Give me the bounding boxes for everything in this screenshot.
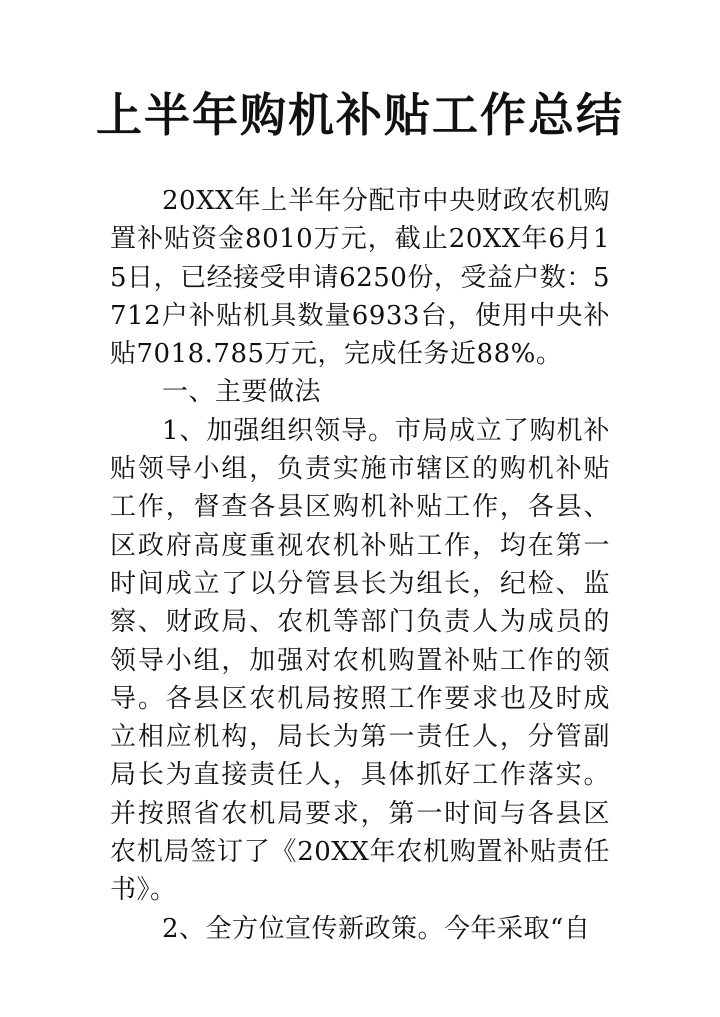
section-heading-main-practices: 一、主要做法 <box>162 377 322 408</box>
paragraph-summary: 20XX年上半年分配市中央财政农机购置补贴资金8010万元，截止20XX年6月15日，已经接受申请6250份，受益户数：5712户补贴机具数量6933台，使用中央补贴7018.785万元，完成任务近88%。 <box>110 186 610 370</box>
paragraph-policy-publicity: 2、全方位宣传新政策。今年采取“自 <box>162 913 591 944</box>
paragraph-organization-leadership: 1、加强组织领导。市局成立了购机补贴领导小组，负责实施市辖区的购机补贴工作，督查各县区购机补贴工作，各县、区政府高度重视农机补贴工作，均在第一时间成立了以分管县长为组长，纪检、监察、财政局、农机等部门负责人为成员的领导小组，加强对农机购置补贴工作的领导。各县区农机局按照工作要求也及时成立相应机构，局长为第一责任人，分管副局长为直接责任人，具体抓好工作落实。并按照省农机局要求，第一时间与各县区农机局签订了《20XX年农机购置补贴责任书》。 <box>110 415 610 906</box>
document-body <box>110 182 610 948</box>
document-title: 上半年购机补贴工作总结 <box>96 88 624 142</box>
